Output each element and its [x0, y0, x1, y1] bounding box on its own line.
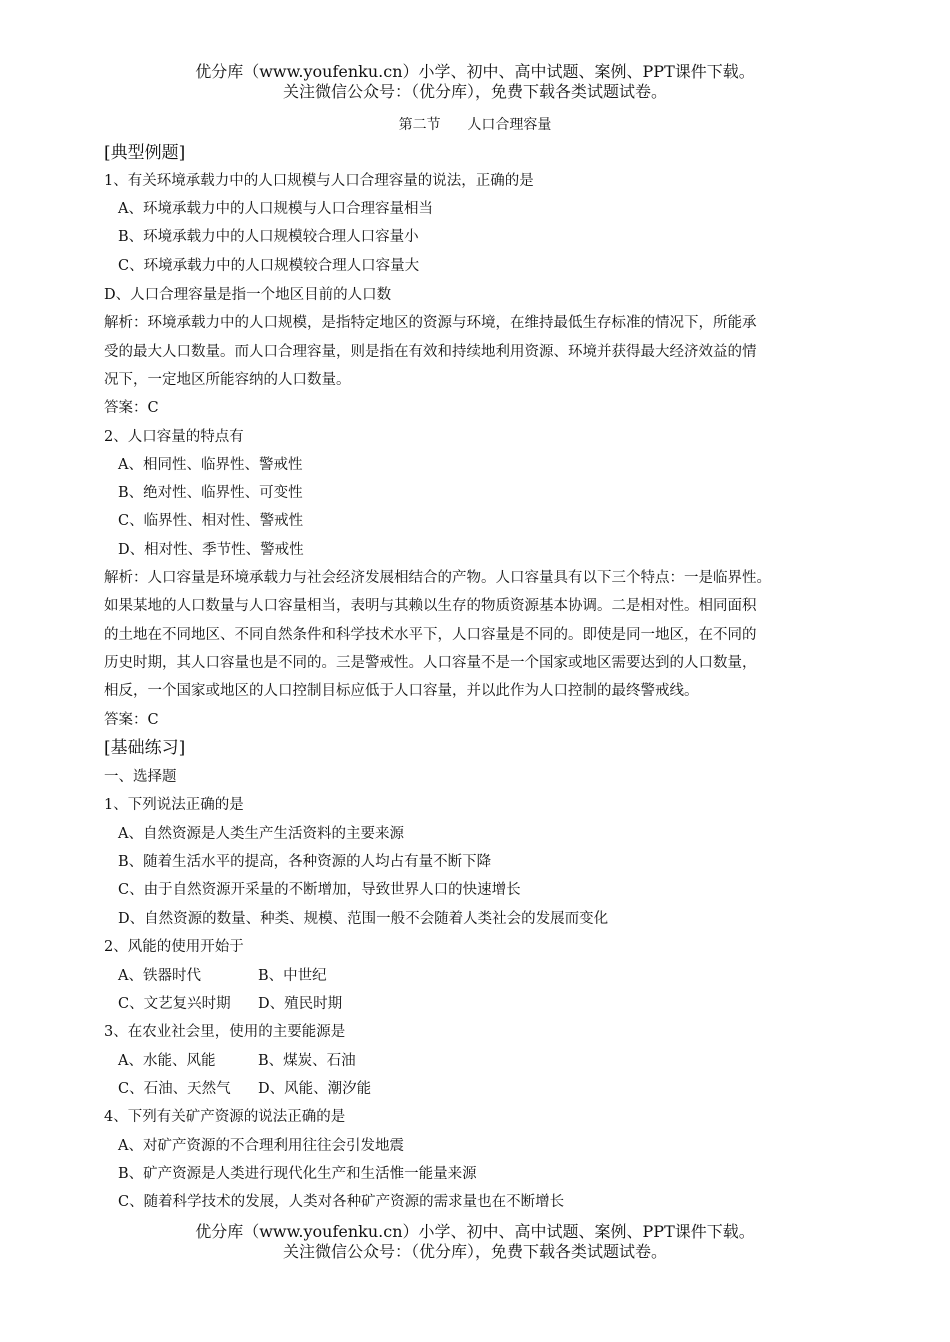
practice-q1-stem: 1、下列说法正确的是: [104, 797, 244, 813]
practice-q3-stem: 3、在农业社会里，使用的主要能源是: [104, 1024, 346, 1040]
practice-q2-option-b: B、中世纪: [258, 968, 327, 984]
practice-q4-option-a: A、对矿产资源的不合理利用往往会引发地震: [118, 1138, 404, 1154]
practice-q2-option-d: D、殖民时期: [258, 996, 343, 1012]
example-q1-stem: 1、有关环境承载力中的人口规模与人口合理容量的说法，正确的是: [104, 173, 534, 189]
practice-q1-option-d: D、自然资源的数量、种类、规模、范围一般不会随着人类社会的发展而变化: [118, 911, 609, 927]
footer-line-2: 关注微信公众号：（优分库），免费下载各类试题试卷。: [282, 1242, 667, 1261]
example-q2-option-d: D、相对性、季节性、警戒性: [118, 542, 304, 558]
header-line-2: 关注微信公众号：（优分库），免费下载各类试题试卷。: [282, 82, 667, 101]
example-q1-option-d: D、人口合理容量是指一个地区目前的人口数: [104, 287, 392, 303]
example-q1-analysis-line: 受的最大人口数量。而人口合理容量，则是指在有效和持续地利用资源、环境并获得最大经济效益的情: [104, 344, 757, 360]
section-title: 第二节 人口合理容量: [398, 117, 552, 133]
example-q2-stem: 2、人口容量的特点有: [104, 429, 244, 445]
example-q2-option-c: C、临界性、相对性、警戒性: [118, 513, 304, 529]
practice-q2-options-row-1: [118, 967, 878, 985]
example-q1-option-c: C、环境承载力中的人口规模较合理人口容量大: [118, 258, 420, 274]
practice-q3-option-c: C、石油、天然气: [118, 1081, 231, 1097]
practice-q2-option-a: A、铁器时代: [118, 968, 201, 984]
practice-q3-option-a: A、水能、风能: [118, 1053, 216, 1069]
footer-line-1: 优分库（www.youfenku.cn）小学、初中、高中试题、案例、PPT课件下载。: [195, 1222, 755, 1241]
practice-subheading: 一、选择题: [104, 769, 177, 785]
practice-q3-options-row-1: [118, 1052, 878, 1070]
practice-q2-stem: 2、风能的使用开始于: [104, 939, 244, 955]
example-q2-option-b: B、绝对性、临界性、可变性: [118, 485, 303, 501]
practice-q1-option-a: A、自然资源是人类生产生活资料的主要来源: [118, 826, 404, 842]
practice-q4-stem: 4、下列有关矿产资源的说法正确的是: [104, 1109, 346, 1125]
practice-q3-options-row-2: [118, 1080, 878, 1098]
practice-q3-option-d: D、风能、潮汐能: [258, 1081, 372, 1097]
practice-q1-option-c: C、由于自然资源开采量的不断增加，导致世界人口的快速增长: [118, 882, 521, 898]
example-q2-analysis-line: 解析：人口容量是环境承载力与社会经济发展相结合的产物。人口容量具有以下三个特点：一是临界性。: [104, 570, 771, 586]
example-q2-analysis-line: 历史时期，其人口容量也是不同的。三是警戒性。人口容量不是一个国家或地区需要达到的人口数量，: [104, 655, 757, 671]
practice-q4-option-c: C、随着科学技术的发展，人类对各种矿产资源的需求量也在不断增长: [118, 1194, 565, 1210]
example-q2-analysis-line: 如果某地的人口数量与人口容量相当，表明与其赖以生存的物质资源基本协调。二是相对性。相同面积: [104, 598, 757, 614]
example-q1-analysis-line: 解析：环境承载力中的人口规模，是指特定地区的资源与环境，在维持最低生存标准的情况下，所能承: [104, 315, 757, 331]
examples-heading: [典型例题]: [104, 143, 186, 163]
example-q2-option-a: A、相同性、临界性、警戒性: [118, 457, 303, 473]
example-q1-answer: 答案：C: [104, 400, 159, 416]
practice-q1-option-b: B、随着生活水平的提高，各种资源的人均占有量不断下降: [118, 854, 492, 870]
example-q2-analysis-line: 相反，一个国家或地区的人口控制目标应低于人口容量，并以此作为人口控制的最终警戒线。: [104, 683, 699, 699]
practice-q4-option-b: B、矿产资源是人类进行现代化生产和生活惟一能量来源: [118, 1166, 477, 1182]
practice-q2-options-row-2: [118, 995, 878, 1013]
practice-heading: [基础练习]: [104, 738, 186, 758]
example-q1-analysis-line: 况下，一定地区所能容纳的人口数量。: [104, 372, 351, 388]
example-q2-answer: 答案：C: [104, 712, 159, 728]
example-q1-option-a: A、环境承载力中的人口规模与人口合理容量相当: [118, 201, 433, 217]
header-line-1: 优分库（www.youfenku.cn）小学、初中、高中试题、案例、PPT课件下载。: [195, 62, 755, 81]
practice-q2-option-c: C、文艺复兴时期: [118, 996, 231, 1012]
practice-q3-option-b: B、煤炭、石油: [258, 1053, 356, 1069]
example-q2-analysis-line: 的土地在不同地区、不同自然条件和科学技术水平下，人口容量是不同的。即使是同一地区，在不同的: [104, 627, 757, 643]
example-q1-option-b: B、环境承载力中的人口规模较合理人口容量小: [118, 229, 419, 245]
